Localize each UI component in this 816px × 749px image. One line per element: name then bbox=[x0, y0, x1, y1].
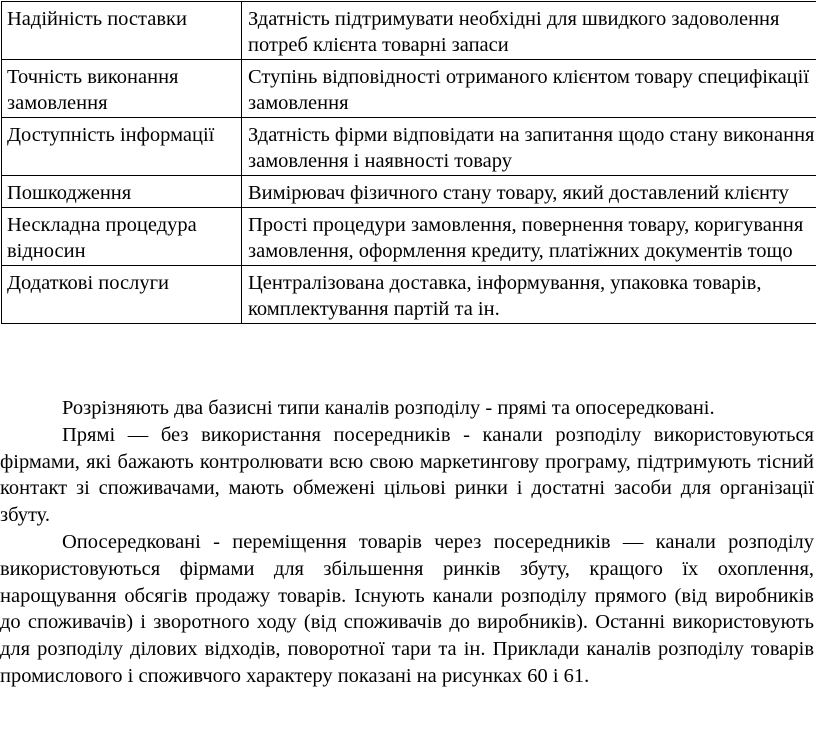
criterion-cell: Точність виконання замовлення bbox=[2, 60, 242, 118]
description-cell: Ступінь відповідності отриманого клієнтом товару специфікації замовлення bbox=[242, 60, 816, 118]
paragraph-channel-types: Розрізняють два базисні типи каналів розподілу - прямі та опосередковані. bbox=[62, 397, 715, 419]
table-row bbox=[2, 176, 816, 208]
table-row bbox=[2, 266, 816, 324]
description-cell: Здатність підтримувати необхідні для швидкого задоволення потреб клієнта товарні запаси bbox=[242, 2, 816, 60]
criterion-cell: Нескладна процедура відносин bbox=[2, 208, 242, 266]
paragraph-direct-channels: Прямі — без використання посередників - канали розподілу використовуються фірмами, які бажають контролювати всю свою маркетингову програму, підтримують тісний контакт зі споживачами, мають обмежені цільові ринки і достатні засоби для організації збуту. bbox=[0, 423, 814, 527]
criteria-table bbox=[1, 1, 816, 324]
description-cell: Прості процедури замовлення, повернення товару, коригування замовлення, оформлення кредиту, платіжних документів тощо bbox=[242, 208, 816, 266]
criterion-cell: Додаткові послуги bbox=[2, 266, 242, 324]
table-row bbox=[2, 118, 816, 176]
body-text bbox=[0, 395, 816, 690]
table-row bbox=[2, 2, 816, 60]
paragraph-indirect-channels: Опосередковані - переміщення товарів через посередників — канали розподілу використовуються фірмами для збільшення ринків збуту, кращого їх охоплення, нарощування обсягів продажу товарів. Існують канали розподілу прямого (від виробників до споживачів) і зворотного ходу (від споживачів до виробників). Останні використовують для розподілу ділових відходів, поворотної тари та ін. Приклади каналів розподілу товарів промислового і споживчого характеру показані на рисунках 60 і 61. bbox=[0, 530, 814, 687]
table-row bbox=[2, 208, 816, 266]
description-cell: Централізована доставка, інформування, упаковка товарів, комплектування партій та ін. bbox=[242, 266, 816, 324]
description-cell: Здатність фірми відповідати на запитання щодо стану виконання замовлення і наявності товару bbox=[242, 118, 816, 176]
criterion-cell: Доступність інформації bbox=[2, 118, 242, 176]
criterion-cell: Надійність поставки bbox=[2, 2, 242, 60]
table-row bbox=[2, 60, 816, 118]
description-cell: Вимірювач фізичного стану товару, який доставлений клієнту bbox=[242, 176, 816, 208]
criterion-cell: Пошкодження bbox=[2, 176, 242, 208]
